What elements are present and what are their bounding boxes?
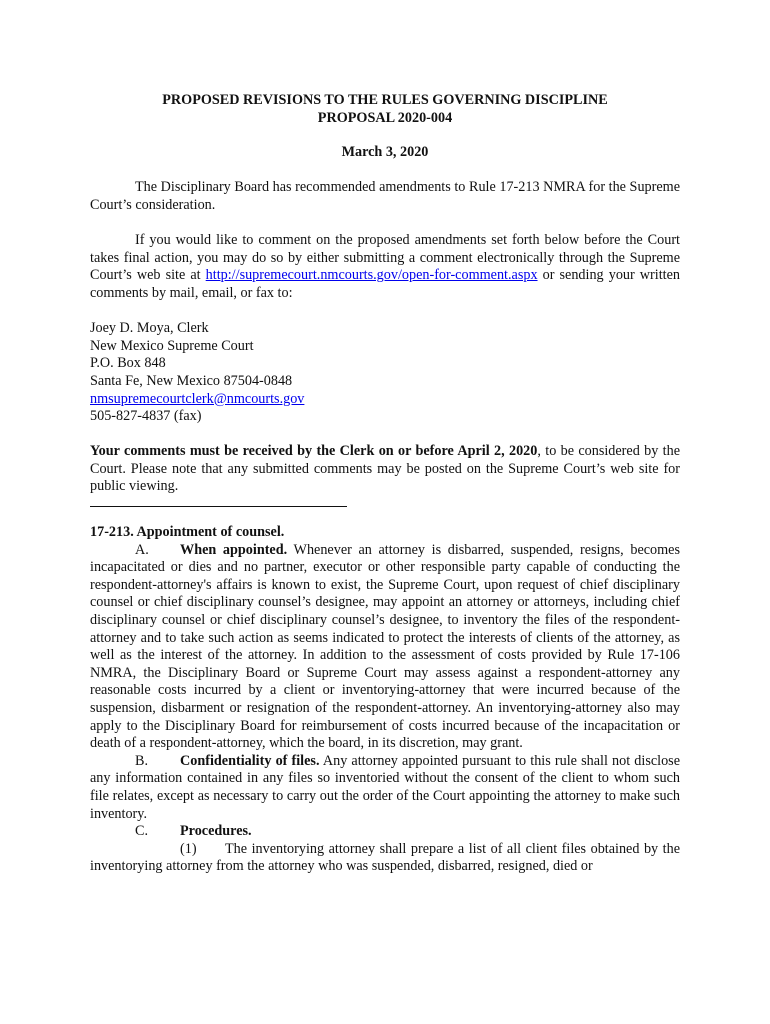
open-for-comment-link[interactable]: http://supremecourt.nmcourts.gov/open-for-comment.aspx [205, 267, 538, 284]
section-b-title: Confidentiality of files. [180, 752, 320, 769]
deadline-notice-bold: Your comments must be received by the Clerk on or before April 2, 2020 [90, 443, 538, 460]
intro-paragraph-2 [90, 232, 680, 302]
document-date: March 3, 2020 [341, 144, 429, 161]
section-b-text: Any attorney appointed pursuant to this rule shall not disclose any information contained in any files so inventoried without the consent of the client to whom such file relates, except as necessary to carry out the order of the Court appointing the attorney to make such inventory. [90, 752, 680, 822]
intro-paragraph-2-text-a: If you would like to comment on the proposed amendments set forth below before the Court takes final action, you may do so by either submitting a comment electronically through the Supreme Court’s web site at [90, 232, 680, 284]
intro-paragraph-1: The Disciplinary Board has recommended amendments to Rule 17-213 NMRA for the Supreme Court’s consideration. [90, 179, 680, 213]
separator-line [90, 496, 347, 507]
section-c-1-text: The inventorying attorney shall prepare a list of all client files obtained by the inventorying attorney from the attorney who was suspended, disbarred, resigned, died or [90, 840, 680, 875]
clerk-address-block [90, 320, 680, 426]
section-c-1 [90, 841, 680, 876]
title-line-2: PROPOSAL 2020-004 [317, 109, 453, 126]
clerk-email-link[interactable]: nmsupremecourtclerk@nmcourts.gov [90, 390, 305, 407]
city-state-zip: Santa Fe, New Mexico 87504-0848 [90, 372, 293, 389]
deadline-notice [90, 443, 680, 496]
deadline-notice-rest: , to be considered by the Court. Please note that any submitted comments may be posted on the Supreme Court’s web site for public viewing. [90, 443, 680, 495]
document-page [90, 92, 680, 876]
section-c-title: Procedures. [180, 823, 252, 840]
section-c-label: C. [135, 823, 149, 840]
title-line-1: PROPOSED REVISIONS TO THE RULES GOVERNING DISCIPLINE [162, 92, 608, 108]
section-a-label: A. [135, 541, 149, 558]
fax-number: 505-827-4837 (fax) [90, 408, 202, 425]
court-name: New Mexico Supreme Court [90, 337, 254, 354]
section-a-title: When appointed. [180, 541, 288, 558]
intro-paragraph-2-text-b: or sending your written comments by mail, email, or fax to: [90, 267, 680, 301]
rule-heading: 17-213. Appointment of counsel. [90, 524, 285, 541]
section-b [90, 753, 680, 823]
section-c-1-label: (1) [180, 840, 197, 857]
po-box: P.O. Box 848 [90, 355, 166, 372]
section-b-label: B. [135, 752, 149, 769]
section-c [90, 823, 680, 841]
document-title [90, 92, 680, 127]
section-a-text: Whenever an attorney is disbarred, suspended, resigns, becomes incapacitated or dies and no partner, executor or other responsible party capable of conducting the respondent-attorney's affairs is known to exist, the Supreme Court, upon request of chief disciplinary counsel or chief disciplinary counsel’s designee, may appoint an attorney or attorneys, including chief disciplinary counsel or chief disciplinary counsel’s designee, to inventory the files of the respondent-attorney and to take such action as seems indicated to protect the interests of clients of the attorney, as well as the interest of the attorney. In addition to the assessment of costs provided by Rule 17-106 NMRA, the Disciplinary Board or Supreme Court may assess against a respondent-attorney any reasonable costs incurred by a client or inventorying-attorney that were incurred because of the suspension, disbarment or resignation of the respondent-attorney. An inventorying-attorney also may apply to the Disciplinary Board for reimbursement of costs incurred because of the incapacitation or death of a respondent-attorney, which the board, in its discretion, may grant. [90, 541, 680, 752]
section-a [90, 542, 680, 753]
clerk-name: Joey D. Moya, Clerk [90, 320, 209, 337]
